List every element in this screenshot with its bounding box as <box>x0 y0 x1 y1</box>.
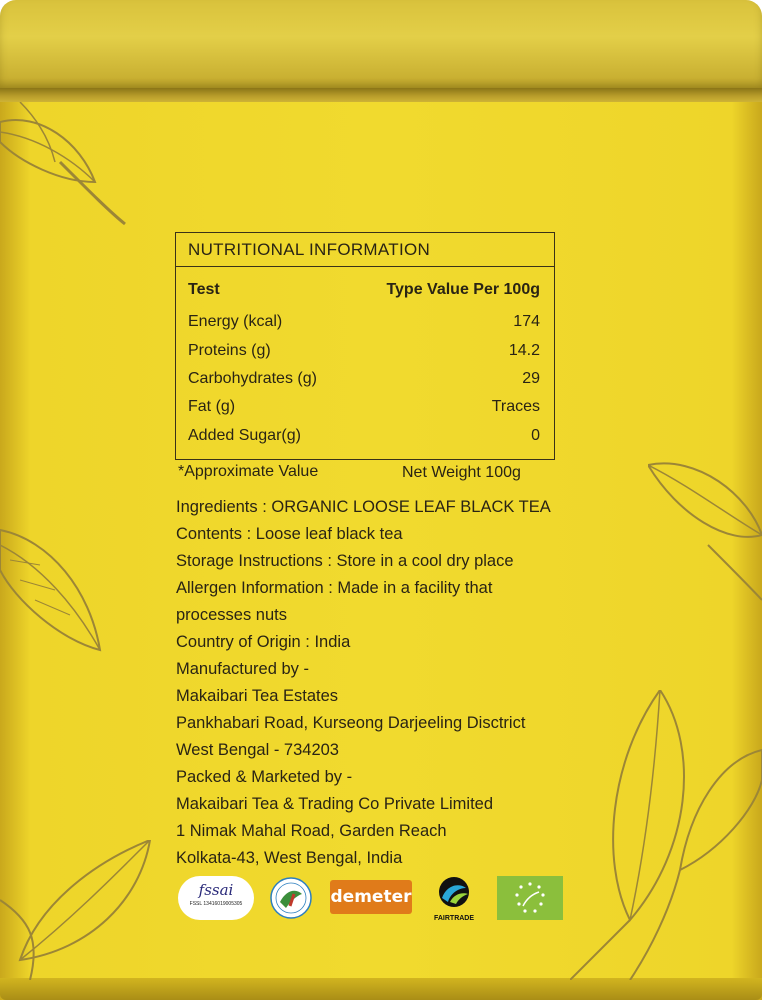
fairtrade-logo-text: FAIRTRADE <box>433 915 475 922</box>
info-manufactured-by: Manufactured by - <box>176 660 309 678</box>
nutrition-row-label: Proteins (g) <box>188 342 271 359</box>
info-packer-city: Kolkata-43, West Bengal, India <box>176 849 403 867</box>
info-country-origin: Country of Origin : India <box>176 633 351 651</box>
approximate-value-note: *Approximate Value <box>178 463 319 480</box>
organic-india-logo <box>268 876 314 920</box>
demeter-logo <box>330 880 412 914</box>
nutrition-table <box>175 232 555 460</box>
nutrition-row <box>188 427 540 445</box>
nutrition-row-label: Fat (g) <box>188 398 236 415</box>
info-ingredients: Ingredients : ORGANIC LOOSE LEAF BLACK TEA <box>176 498 551 516</box>
certification-logos <box>0 876 762 920</box>
info-packed-by: Packed & Marketed by - <box>176 768 353 786</box>
nutrition-row-label: Added Sugar(g) <box>188 427 301 444</box>
nutrition-row <box>188 398 540 416</box>
tin-bottom-rim <box>0 978 762 1000</box>
info-manufacturer-state: West Bengal - 734203 <box>176 741 339 759</box>
nutrition-table-title: NUTRITIONAL INFORMATION <box>176 233 554 267</box>
fssai-logo-text: fssai <box>198 881 234 899</box>
nutrition-row-value: 0 <box>531 427 540 444</box>
nutrition-row-value: 14.2 <box>508 342 540 359</box>
nutrition-row-label: Carbohydrates (g) <box>188 370 317 387</box>
nutrition-row <box>188 342 540 360</box>
nutrition-row-value: 29 <box>522 370 540 387</box>
tea-leaf-top-left-illustration <box>0 102 140 232</box>
eu-organic-logo <box>497 876 563 920</box>
tea-leaf-bottom-right-illustration <box>570 690 762 980</box>
nutrition-row-value: Traces <box>491 398 540 415</box>
nutrition-header-value: Type Value Per 100g <box>386 281 540 298</box>
nutrition-header-test: Test <box>188 281 220 298</box>
nutrition-row-label: Energy (kcal) <box>188 313 283 330</box>
nutrition-row <box>188 313 540 331</box>
nutrition-row <box>188 370 540 388</box>
tea-leaf-right-mid-illustration <box>648 455 762 605</box>
nutrition-row-value: 174 <box>513 313 540 330</box>
nutrition-table-header <box>188 281 540 299</box>
info-contents: Contents : Loose leaf black tea <box>176 525 403 543</box>
fssai-license: FSSL 13416019005305 <box>189 901 243 907</box>
fairtrade-logo <box>432 876 476 924</box>
tin-lid <box>0 0 762 92</box>
fssai-logo <box>178 876 254 920</box>
info-allergen: Allergen Information : Made in a facility that <box>176 579 493 597</box>
info-manufacturer-address: Pankhabari Road, Kurseong Darjeeling Disctrict <box>176 714 526 732</box>
info-allergen-cont: processes nuts <box>176 606 287 624</box>
info-packer-address: 1 Nimak Mahal Road, Garden Reach <box>176 822 447 840</box>
info-storage: Storage Instructions : Store in a cool dry place <box>176 552 514 570</box>
net-weight: Net Weight 100g <box>402 464 521 481</box>
tea-leaf-left-mid-illustration <box>0 520 110 660</box>
info-manufacturer-name: Makaibari Tea Estates <box>176 687 339 705</box>
demeter-logo-text: demeter <box>330 887 412 907</box>
info-packer-name: Makaibari Tea & Trading Co Private Limited <box>176 795 494 813</box>
